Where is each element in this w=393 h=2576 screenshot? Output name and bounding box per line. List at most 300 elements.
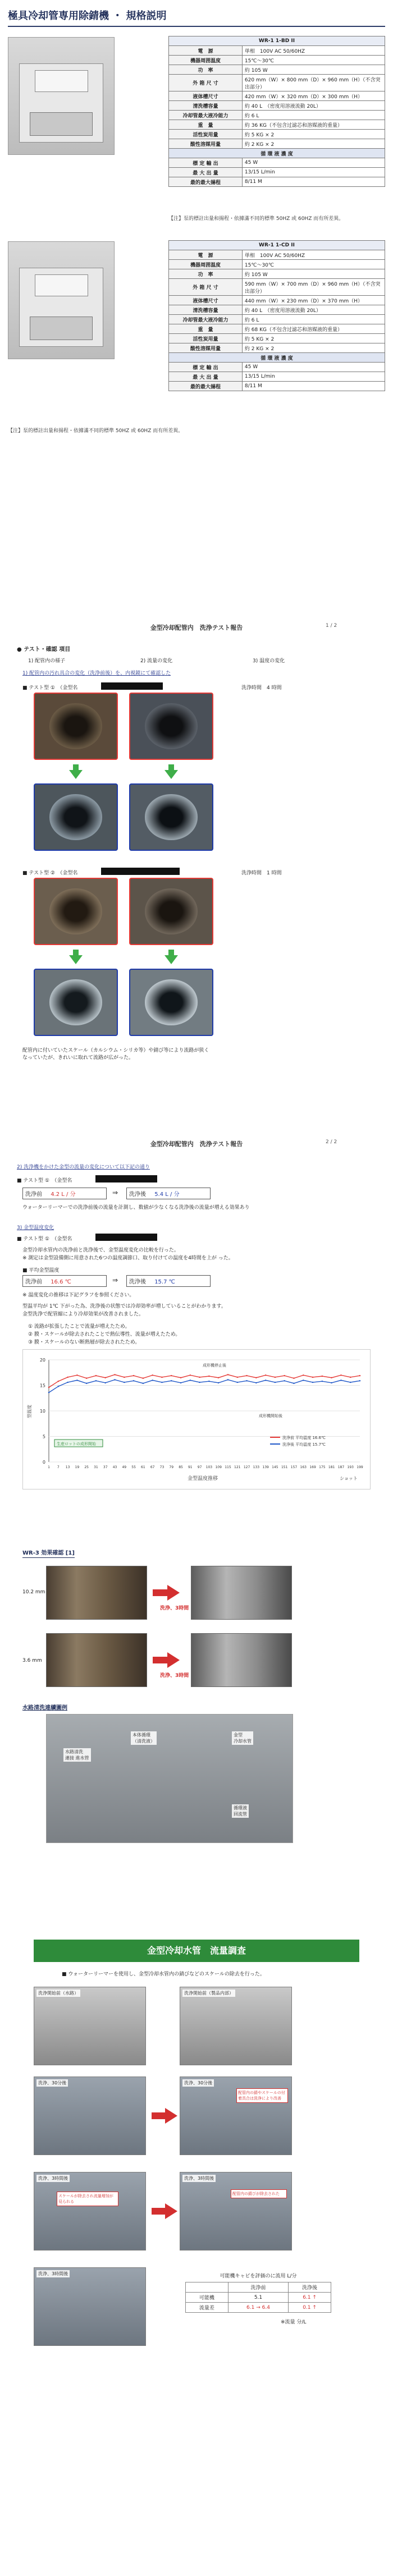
pipe-after-1 xyxy=(191,1566,292,1620)
x-tick-label: 151 xyxy=(281,1465,288,1469)
hole-inner xyxy=(145,888,197,934)
spec-label: 標 定 輸 出 xyxy=(169,158,243,168)
redacted-model-c xyxy=(95,1175,157,1182)
data-point xyxy=(133,1375,134,1376)
spec-table-1 xyxy=(168,36,385,187)
x-tick-label: 127 xyxy=(243,1465,250,1469)
wr3-title: WR-3 効果確認 [1] xyxy=(22,1548,75,1558)
data-point xyxy=(255,1377,257,1378)
spec-label: 酸性溶媒用量 xyxy=(169,343,243,353)
red-arrow-2-label: 洗浄、3時間 xyxy=(160,1673,189,1679)
red-arrow-2 xyxy=(153,1652,180,1668)
data-point xyxy=(359,1375,360,1376)
x-tick-label: 43 xyxy=(112,1465,117,1469)
data-point xyxy=(350,1382,351,1383)
spec-value: 単相 100V AC 50/60HZ xyxy=(242,46,385,56)
data-point xyxy=(293,1378,294,1379)
data-point xyxy=(114,1374,115,1375)
annotation: 成形機開始後 xyxy=(259,1414,282,1418)
flow-photo-3 xyxy=(34,2077,146,2155)
x-tick-label: 37 xyxy=(103,1465,108,1469)
data-point xyxy=(76,1379,77,1381)
report1-item-2: 2) 流量の変化 xyxy=(140,658,173,664)
x-tick-label: 139 xyxy=(262,1465,269,1469)
point-3: ③ 膜・スケールのない断熱層が除去されたため。 xyxy=(28,1340,140,1345)
series-line xyxy=(49,1379,360,1392)
x-tick-label: 133 xyxy=(253,1465,260,1469)
flow-note: ウォーターリーマーでの洗浄前後の流量を計測し、数値が少なくなる洗浄後の流量が増える効果あり xyxy=(22,1205,250,1211)
report1-section-title: ● テスト・確認 項目 xyxy=(17,647,71,653)
data-point xyxy=(190,1374,191,1376)
arrow-down-a1 xyxy=(69,764,83,779)
connect-label-1: 水路清洗 連接 進水管 xyxy=(63,1748,91,1762)
arrow-down-b1 xyxy=(69,950,83,964)
spec-value: 45 W xyxy=(242,158,385,168)
hole-inner xyxy=(49,888,102,934)
report1-title: 金型冷却配管内 洗浄テスト報告 xyxy=(150,624,243,631)
spec-value: 単相 100V AC 50/60HZ xyxy=(242,250,385,260)
data-point xyxy=(218,1377,219,1378)
machine-body xyxy=(19,268,103,347)
dim-label-2: 3.6 mm xyxy=(22,1658,42,1663)
callout-3: 配管内の錆びが除去された xyxy=(231,2189,287,2198)
red-arrow-1-label: 洗浄、3時間 xyxy=(160,1606,189,1611)
hole-inner xyxy=(145,794,197,840)
data-point xyxy=(340,1379,341,1381)
temp-title: 3) 金型温度変化 xyxy=(17,1225,54,1231)
spec-value: 15℃～30℃ xyxy=(242,260,385,269)
connect-title: 水路清洗連續圖例 xyxy=(22,1705,67,1711)
redacted-model-a xyxy=(101,682,163,690)
y-tick-label: 0 xyxy=(42,1460,45,1465)
data-point xyxy=(237,1382,238,1383)
data-point xyxy=(171,1380,172,1381)
machine-body xyxy=(19,63,103,143)
x-tick-label: 181 xyxy=(328,1465,335,1469)
data-point xyxy=(105,1377,106,1378)
spec-label: 活性炭用量 xyxy=(169,334,243,343)
endoscope-before-b2 xyxy=(129,878,213,945)
flow-table-header: 洗浄前 xyxy=(228,2282,288,2293)
flow-before-box xyxy=(22,1188,107,1199)
data-point xyxy=(58,1386,59,1387)
data-point xyxy=(312,1382,313,1383)
machine-tank xyxy=(30,112,93,136)
spec-label: 活性炭用量 xyxy=(169,130,243,139)
y-tick-label: 5 xyxy=(42,1434,45,1440)
flow-table-cell: 5.1 xyxy=(228,2293,288,2303)
flow-photo-label-5: 洗浄、3時間後 xyxy=(36,2175,70,2182)
y-tick-label: 15 xyxy=(39,1383,45,1388)
flow-survey-banner: 金型冷却水管 流量調査 xyxy=(34,1940,359,1962)
spec-value: 約 5 KG × 2 xyxy=(242,334,385,343)
temperature-chart-svg xyxy=(23,1350,371,1490)
x-tick-label: 145 xyxy=(272,1465,278,1469)
endoscope-after-a1 xyxy=(34,783,118,851)
x-tick-label: 49 xyxy=(122,1465,127,1469)
data-point xyxy=(237,1377,238,1378)
data-point xyxy=(152,1379,153,1381)
report2-page: 2 / 2 xyxy=(326,1139,337,1145)
data-point xyxy=(161,1382,162,1383)
spec-label: 冷却管最大液冷能力 xyxy=(169,315,243,324)
callout-2: スケールが除去され流量増加が見られる xyxy=(57,2192,118,2206)
data-point xyxy=(275,1382,276,1383)
report1-caption: 配管内に付いていたスケール（カルシウム・シリカ等）や錆び等により流路が狭くなっていたが、きれいに取れて流路が広がった。 xyxy=(22,1048,209,1061)
hole-inner xyxy=(145,703,197,749)
data-point xyxy=(143,1378,144,1379)
spec-value: 約 2 KG × 2 xyxy=(242,139,385,149)
spec-value: 約 2 KG × 2 xyxy=(242,343,385,353)
flow-photo-label-7: 洗浄、3時間後 xyxy=(36,2270,70,2277)
report1-finding: 1) 配管内の汚れ具合の変化（洗浄前後）を、内視鏡にて確認した xyxy=(22,671,171,676)
data-point xyxy=(133,1380,134,1381)
annotation: 生産ロットの成形開始 xyxy=(57,1442,96,1446)
data-point xyxy=(208,1381,209,1382)
hole-inner xyxy=(145,979,197,1025)
spec-value: 590 mm（W）× 700 mm（D）× 960 mm（H）（不含突出部分） xyxy=(242,279,385,296)
data-point xyxy=(48,1387,49,1388)
x-tick-label: 13 xyxy=(65,1465,70,1469)
data-point xyxy=(190,1379,191,1381)
machine-photo-wr11-cd xyxy=(8,241,115,359)
data-point xyxy=(227,1379,229,1380)
flow-before-value: 4.2 L / 分 xyxy=(51,1191,76,1198)
flow-before-label: 洗浄前 xyxy=(25,1191,42,1198)
x-tick-label: 25 xyxy=(84,1465,89,1469)
spec-value: 8/11 M xyxy=(242,177,385,187)
flow-table-caption: 可能機キャビを評価のに流用 L/分 xyxy=(220,2274,297,2279)
x-tick-label: 157 xyxy=(290,1465,298,1469)
flow-table-header: 洗浄後 xyxy=(289,2282,331,2293)
spec-label: 機器周囲温度 xyxy=(169,260,243,269)
data-point xyxy=(95,1380,97,1381)
data-point xyxy=(67,1382,68,1383)
spec-label: 功 率 xyxy=(169,65,243,75)
machine-tank xyxy=(30,317,93,340)
data-point xyxy=(199,1382,200,1383)
flow-photo-4 xyxy=(180,2077,292,2155)
flow-after-label: 洗浄後 xyxy=(129,1191,146,1198)
data-point xyxy=(275,1377,276,1378)
data-point xyxy=(171,1375,172,1376)
endoscope-after-b2 xyxy=(129,969,213,1036)
data-point xyxy=(208,1376,209,1377)
temp-text-1: 金型冷却水管内の洗浄前と洗浄後で、金型温度変化の比較を行った。 xyxy=(22,1248,179,1253)
spec-value: 約 36 KG（不包含过滤芯和溶媒液的重量） xyxy=(242,120,385,130)
x-tick-label: 85 xyxy=(179,1465,183,1469)
spec-value: 45 W xyxy=(242,363,385,372)
temp-before-label: 洗浄前 xyxy=(25,1279,42,1285)
data-point xyxy=(218,1382,219,1383)
temp-note: ※ 温度変化の推移は下記グラフを参照ください。 xyxy=(22,1292,135,1298)
spec-value: 420 mm（W）× 320 mm（D）× 300 mm（H） xyxy=(242,91,385,101)
x-tick-label: 187 xyxy=(337,1465,345,1469)
data-point xyxy=(284,1375,285,1376)
x-tick-label: 115 xyxy=(225,1465,231,1469)
redacted-model-d xyxy=(95,1234,157,1241)
data-point xyxy=(255,1382,257,1383)
data-point xyxy=(199,1377,200,1378)
flow-photo-5 xyxy=(34,2172,146,2250)
temp-text-2: ※ 測定は金型設備側に用意された6つの温度調節口、取り付けての温度を4時間を上が った。 xyxy=(22,1255,234,1261)
spec-model: WR-1 1-CD II xyxy=(169,241,385,250)
report1-item-3: 3) 温度の変化 xyxy=(253,658,285,664)
x-tick-label: 61 xyxy=(141,1465,145,1469)
x-tick-label: 73 xyxy=(159,1465,164,1469)
x-tick-label: 103 xyxy=(205,1465,213,1469)
dim-label-1: 10.2 mm xyxy=(22,1589,45,1595)
data-point xyxy=(227,1374,229,1375)
endoscope-after-a2 xyxy=(129,783,213,851)
data-point xyxy=(67,1377,68,1378)
x-axis-label: 金型温度推移 xyxy=(187,1476,218,1482)
spec-label: 最 大 出 量 xyxy=(169,168,243,177)
data-point xyxy=(86,1378,87,1379)
flow-title: 2) 洗浄機をかけた金型の流量の変化について以下記の通り xyxy=(17,1165,150,1170)
test-b-time: 洗浄時間 1 時間 xyxy=(241,870,282,876)
spec-label: 冷却管最大液冷能力 xyxy=(169,111,243,120)
spec-label: 液体槽尺寸 xyxy=(169,296,243,305)
data-point xyxy=(303,1374,304,1376)
test-b-label: ■ テスト型 ② （金型名 xyxy=(22,870,78,876)
flow-table-cell: 可能機 xyxy=(186,2293,229,2303)
flow-photo-label-6: 洗浄、3時間後 xyxy=(182,2175,216,2182)
spec-value: 約 5 KG × 2 xyxy=(242,130,385,139)
flow-photo-6 xyxy=(180,2172,292,2250)
point-1: ① 流路が拡張したことで流量が増えたため。 xyxy=(28,1324,130,1330)
spec-label: 清洗槽容量 xyxy=(169,101,243,111)
temp-test-label: ■ テスト型 ① （金型名 xyxy=(17,1236,72,1242)
temp-text-3: 型温平均が 1℃ 下がった為、洗浄後の状態では冷却効率が増していることがわかります。 xyxy=(22,1304,226,1309)
connect-label-4: 循環液 回流管 xyxy=(232,1804,249,1818)
data-point xyxy=(114,1379,115,1380)
spec-label: 機器周囲温度 xyxy=(169,56,243,65)
spec-label: 最的最大揚程 xyxy=(169,177,243,187)
spec-note-1: 【注】泵的標註出量和揚程・依據滿不同的標準 50HZ 或 60HZ 而有所差異。 xyxy=(168,216,344,222)
flow-arrow: ⇒ xyxy=(112,1189,118,1197)
temp-text-4: 金型洗浄で配管縮により冷却効果が改善されました。 xyxy=(22,1312,144,1317)
x-tick-label: 91 xyxy=(188,1465,193,1469)
pipe-after-2 xyxy=(191,1633,292,1687)
data-point xyxy=(180,1377,181,1378)
test-a-time: 洗浄時間 4 時間 xyxy=(241,685,282,691)
spec-value: 13/15 L/min xyxy=(242,372,385,382)
spec-section: 循 環 液 濃 度 xyxy=(169,149,385,158)
spec-label: 外 箱 尺 寸 xyxy=(169,75,243,91)
flow-photo-label-3: 洗浄、30分後 xyxy=(36,2079,68,2087)
flow-photo-2 xyxy=(180,1987,292,2065)
flow-table-cell: 6.1 → 6.4 xyxy=(228,2303,288,2313)
spec-value: 約 68 KG（不包含过滤芯和溶媒液的重量） xyxy=(242,324,385,334)
hole-inner xyxy=(49,703,102,749)
spec-value: 約 105 W xyxy=(242,269,385,279)
spec-value: 約 105 W xyxy=(242,65,385,75)
data-point xyxy=(143,1383,144,1384)
spec-value: 8/11 M xyxy=(242,382,385,391)
flow-arrow-1 xyxy=(152,2108,177,2124)
pipe-before-1 xyxy=(46,1566,147,1620)
data-point xyxy=(105,1382,106,1383)
connect-label-3: 金型 冷却水管 xyxy=(232,1731,253,1745)
data-point xyxy=(293,1383,294,1384)
hole-inner xyxy=(49,979,102,1025)
test-a-label: ■ テスト型 ① （金型名 xyxy=(22,685,78,691)
data-point xyxy=(322,1376,323,1377)
connect-label-2: 本体循環 （清洗液） xyxy=(131,1731,157,1745)
spec-value: 620 mm（W）× 800 mm（D）× 960 mm（H）（不含突出部分） xyxy=(242,75,385,91)
spec-label: 重 量 xyxy=(169,120,243,130)
arrow-down-b2 xyxy=(164,950,178,964)
data-point xyxy=(303,1379,304,1381)
legend-label: 洗浄後 平均温度 15.7℃ xyxy=(282,1442,326,1447)
data-point xyxy=(284,1380,285,1381)
spec-value: 約 6 L xyxy=(242,315,385,324)
temp-after-box xyxy=(126,1275,211,1287)
legend-label: 洗浄前 平均温度 16.6℃ xyxy=(282,1436,326,1440)
x-tick-label: 175 xyxy=(319,1465,326,1469)
page-title: 極具冷却管専用除錆機 ・ 規格説明 xyxy=(8,10,167,22)
machine-photo-wr11-bd xyxy=(8,37,115,155)
hole-inner xyxy=(49,794,102,840)
report1-page: 1 / 2 xyxy=(326,623,337,629)
spec-label: 最的最大揚程 xyxy=(169,382,243,391)
machine-panel xyxy=(35,274,88,296)
arrow-down-a2 xyxy=(164,764,178,779)
x-tick-label: 169 xyxy=(309,1465,316,1469)
x-tick-label: 55 xyxy=(131,1465,136,1469)
data-point xyxy=(350,1377,351,1378)
data-point xyxy=(76,1374,77,1376)
y-tick-label: 20 xyxy=(39,1358,45,1363)
flow-photo-1 xyxy=(34,1987,146,2065)
flow-table-cell: 6.1 ↑ xyxy=(289,2293,331,2303)
report2-title: 金型冷却配管内 洗浄テスト報告 xyxy=(150,1140,243,1148)
data-point xyxy=(246,1380,247,1381)
data-point xyxy=(95,1375,97,1376)
spec-value: 15℃～30℃ xyxy=(242,56,385,65)
x-tick-label: 79 xyxy=(169,1465,174,1469)
x-tick-label: 19 xyxy=(75,1465,80,1469)
spec-value: 13/15 L/min xyxy=(242,168,385,177)
x-tick-label: 67 xyxy=(150,1465,155,1469)
flow-photo-label-1: 洗浄開始前（水路） xyxy=(36,1990,80,1997)
spec-label: 酸性溶媒用量 xyxy=(169,139,243,149)
spec-section: 循 環 液 濃 度 xyxy=(169,353,385,363)
endoscope-after-b1 xyxy=(34,969,118,1036)
flow-survey-intro: ■ ウォーターリーマーを使用し、金型冷却水管内の錆びなどのスケールの除去を行った。 xyxy=(62,1972,265,1977)
machine-panel xyxy=(35,70,88,92)
spec-label: 清洗槽容量 xyxy=(169,305,243,315)
endoscope-before-a2 xyxy=(129,693,213,760)
x-tick-label: 31 xyxy=(94,1465,98,1469)
temperature-chart xyxy=(22,1349,371,1489)
endoscope-before-b1 xyxy=(34,878,118,945)
endoscope-before-a1 xyxy=(34,693,118,760)
flow-table-cell: 0.1 ↑ xyxy=(289,2303,331,2313)
spec-value: 約 40 L （密度用溶液流動 20L） xyxy=(242,101,385,111)
x-tick-label: 1 xyxy=(48,1465,50,1469)
data-point xyxy=(265,1379,266,1381)
data-point xyxy=(124,1377,125,1378)
data-point xyxy=(180,1382,181,1383)
temp-arrow: ⇒ xyxy=(112,1276,118,1284)
avg-title: ■ 平均金型温度 xyxy=(22,1268,60,1273)
spec-label: 外 箱 尺 寸 xyxy=(169,279,243,296)
flow-table-cell: 流量差 xyxy=(186,2303,229,2313)
spec-model: WR-1 1-BD II xyxy=(169,36,385,46)
temp-before-box xyxy=(22,1275,107,1287)
report1-item-1: 1) 配管内の様子 xyxy=(28,658,66,664)
data-point xyxy=(265,1374,266,1376)
data-point xyxy=(246,1375,247,1376)
data-point xyxy=(58,1381,59,1382)
data-point xyxy=(86,1383,87,1384)
data-point xyxy=(340,1374,341,1376)
flow-after-box xyxy=(126,1188,211,1199)
x-tick-label: 109 xyxy=(215,1465,222,1469)
spec-label: 最 大 出 量 xyxy=(169,372,243,382)
spec-label: 電 源 xyxy=(169,250,243,260)
spec-label: 液体槽尺寸 xyxy=(169,91,243,101)
spec-value: 約 6 L xyxy=(242,111,385,120)
flow-test-label: ■ テスト型 ① （金型名 xyxy=(17,1178,72,1184)
x-tick-label: 199 xyxy=(357,1465,363,1469)
flow-photo-7 xyxy=(34,2267,146,2346)
pipe-before-2 xyxy=(46,1633,147,1687)
spec-table-2 xyxy=(168,240,385,391)
data-point xyxy=(312,1377,313,1378)
connection-photo xyxy=(46,1714,293,1843)
data-point xyxy=(124,1382,125,1383)
temp-after-value: 15.7 ℃ xyxy=(154,1279,175,1285)
data-point xyxy=(359,1380,360,1381)
spec-label: 電 源 xyxy=(169,46,243,56)
flow-footnote: ※流量 分/L xyxy=(281,2320,307,2325)
x-axis-unit: ショット xyxy=(340,1476,358,1481)
x-tick-label: 97 xyxy=(197,1465,202,1469)
temp-after-label: 洗浄後 xyxy=(129,1279,146,1285)
flow-table-header xyxy=(186,2282,229,2293)
data-point xyxy=(331,1382,332,1383)
x-tick-label: 7 xyxy=(57,1465,60,1469)
flow-after-value: 5.4 L / 分 xyxy=(154,1191,180,1198)
flow-table xyxy=(185,2282,331,2313)
spec-label: 功 率 xyxy=(169,269,243,279)
y-tick-label: 10 xyxy=(39,1409,45,1414)
y-axis-label: 型温度 xyxy=(27,1405,32,1418)
x-tick-label: 121 xyxy=(234,1465,241,1469)
title-bar xyxy=(8,8,385,27)
point-2: ② 膜・スケールが除去されたことで熱伝導性、流量が増えたため。 xyxy=(28,1332,181,1337)
flow-arrow-2 xyxy=(152,2203,177,2219)
redacted-model-b xyxy=(101,868,180,875)
data-point xyxy=(48,1392,49,1393)
data-point xyxy=(152,1374,153,1376)
flow-photo-label-2: 洗浄開始前（製品内部） xyxy=(182,1990,235,1997)
spec-label: 標 定 輸 出 xyxy=(169,363,243,372)
annotation: 成形機停止後 xyxy=(203,1363,226,1368)
x-tick-label: 163 xyxy=(300,1465,307,1469)
spec-value: 約 40 L （密度用溶液流動 20L） xyxy=(242,305,385,315)
spec-value: 440 mm（W）× 230 mm（D）× 370 mm（H） xyxy=(242,296,385,305)
data-point xyxy=(331,1377,332,1378)
spec-note-2: 【注】泵的標註出量和揚程・依據滿不同的標準 50HZ 或 60HZ 而有所差異。 xyxy=(8,428,184,434)
temp-before-value: 16.6 ℃ xyxy=(51,1279,71,1285)
data-point xyxy=(161,1377,162,1378)
flow-photo-label-4: 洗浄、30分後 xyxy=(182,2079,214,2087)
spec-label: 重 量 xyxy=(169,324,243,334)
